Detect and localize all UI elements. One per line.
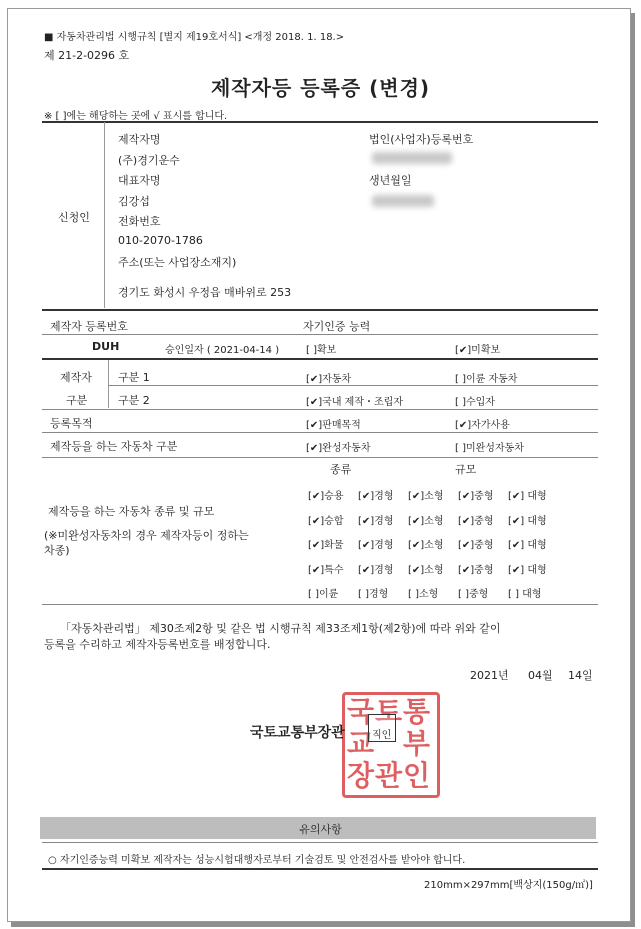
scale-light-option: [✔]경형	[358, 491, 394, 502]
scale-small-option: [✔]소형	[408, 564, 444, 576]
corp-reg-label: 법인(사업자)등록번호	[369, 133, 474, 146]
document-frame	[7, 8, 631, 922]
section-divider-1	[42, 309, 598, 311]
scale-large-option: [✔] 대형	[508, 564, 547, 576]
type-kind-option: [ ]이륜	[308, 589, 339, 600]
row-line-div1	[108, 385, 598, 386]
maker-name-label: 제작자명	[118, 133, 161, 146]
row-line-purpose	[42, 432, 598, 433]
scale-light-option: [✔]경형	[358, 515, 394, 527]
table-top-border	[42, 121, 598, 123]
phone-value: 010-2070-1786	[118, 234, 203, 247]
types-label-line1: 제작등을 하는 자동차 종류 및 규모	[48, 505, 215, 518]
document-number: 제 21-2-0296 호	[44, 49, 130, 62]
notice-title: 유의사항	[299, 823, 342, 836]
scale-medium-option: [ ]중형	[458, 589, 489, 600]
seal-char: 토	[375, 695, 403, 728]
row-line-div2	[42, 409, 598, 410]
applicant-section-label: 신청인	[58, 211, 90, 224]
representative-label: 대표자명	[118, 174, 161, 187]
scale-medium-option: [✔]중형	[458, 564, 494, 576]
scale-header: 규모	[455, 463, 477, 476]
types-label-line2: (※미완성자동차의 경우 제작자등이 정하는	[44, 529, 249, 542]
seal-char: 장	[347, 759, 375, 792]
seal-char: 인	[403, 759, 431, 792]
scale-small-option: [✔]소형	[408, 540, 444, 551]
maker-category-label: 제작자	[60, 371, 92, 384]
division1-label: 구분 1	[118, 371, 150, 384]
division2-importer-option: [ ]수입자	[455, 397, 495, 408]
scale-large-option: [ ] 대형	[508, 589, 542, 600]
scale-medium-option: [✔]중형	[458, 491, 494, 502]
row-line-vehicle	[42, 457, 598, 458]
table-bottom-border	[42, 604, 598, 605]
cert-not-secured-option: [✔]미확보	[455, 345, 501, 356]
notice-divider	[42, 842, 598, 843]
paper-spec: 210mm×297mm[백상지(150g/㎡)]	[424, 880, 593, 891]
reg-number-label: 제작자 등록번호	[50, 320, 128, 333]
purpose-label: 등록목적	[50, 417, 93, 430]
class-label: 구분	[66, 394, 88, 407]
scale-light-option: [✔]경형	[358, 540, 394, 551]
seal-label: 직인	[372, 730, 392, 741]
checkbox-instruction: ※ [ ]에는 해당하는 곳에 √ 표시를 합니다.	[44, 111, 228, 122]
scale-medium-option: [✔]중형	[458, 515, 494, 527]
address-value: 경기도 화성시 우정읍 매바위로 253	[118, 286, 292, 299]
division2-label: 구분 2	[118, 394, 150, 407]
seal-char: 부	[403, 727, 431, 760]
scale-small-option: [ ]소형	[408, 589, 439, 600]
complete-vehicle-option: [✔]완성자동차	[306, 443, 371, 454]
seal-char: 관	[375, 759, 403, 792]
vehicle-class-label: 제작등을 하는 자동차 구분	[50, 440, 178, 453]
row-line-reg	[42, 334, 598, 335]
reg-code: DUH	[92, 340, 120, 353]
dob-label: 생년월일	[369, 174, 412, 187]
issuing-authority: 국토교통부장관	[250, 725, 345, 741]
type-kind-option: [✔]승용	[308, 491, 344, 502]
incomplete-vehicle-option: [ ]미완성자동차	[455, 443, 524, 454]
division1-motorcycle-option: [ ]이륜 자동차	[455, 374, 518, 385]
redacted-dob	[372, 195, 434, 207]
scale-light-option: [ ]경형	[358, 589, 389, 600]
scale-small-option: [✔]소형	[408, 491, 444, 502]
kind-header: 종류	[330, 463, 352, 476]
division1-vehicle-option: [✔]자동차	[306, 374, 352, 385]
types-label-line3: 차종)	[44, 544, 70, 557]
category-divider	[108, 360, 109, 408]
scale-light-option: [✔]경형	[358, 564, 394, 576]
type-kind-option: [✔]승합	[308, 515, 344, 527]
purpose-private-option: [✔]자가사용	[455, 420, 510, 431]
self-cert-label: 자기인증 능력	[303, 320, 371, 333]
scale-large-option: [✔] 대형	[508, 540, 547, 551]
official-seal	[342, 692, 440, 798]
statement-line2: 등록을 수리하고 제작자등록번호를 배정합니다.	[44, 638, 271, 651]
redacted-corp-reg-number	[372, 152, 452, 164]
notice-bottom-border	[42, 868, 598, 870]
scale-small-option: [✔]소형	[408, 515, 444, 527]
maker-name-value: (주)경기운수	[118, 154, 180, 167]
type-kind-option: [✔]화물	[308, 540, 344, 551]
approval-date: 승인일자 ( 2021-04-14 )	[165, 345, 280, 356]
type-kind-option: [✔]특수	[308, 564, 344, 576]
document-title: 제작자등 등록증 (변경)	[210, 76, 431, 100]
seal-char: 교	[347, 727, 375, 760]
scale-medium-option: [✔]중형	[458, 540, 494, 551]
issue-year: 2021년	[470, 669, 509, 682]
statement-line1: 「자동차관리법」 제30조제2항 및 같은 법 시행규칙 제33조제1항(제2항)에 따라 위와 같이	[60, 622, 501, 635]
seal-char: 통	[403, 695, 431, 728]
seal-char: 국	[347, 695, 375, 728]
scale-large-option: [✔] 대형	[508, 515, 547, 527]
issue-month: 04월	[528, 669, 553, 682]
representative-name: 김강섭	[118, 195, 150, 208]
issue-day: 14일	[568, 669, 593, 682]
notice-text: ○ 자기인증능력 미확보 제작자는 성능시험대행자로부터 기술검토 및 안전검사를 받아야 합니다.	[48, 855, 466, 866]
division2-domestic-option: [✔]국내 제작・조립자	[306, 397, 403, 408]
address-label: 주소(또는 사업장소재지)	[118, 256, 237, 269]
phone-label: 전화번호	[118, 215, 161, 228]
scale-large-option: [✔] 대형	[508, 491, 547, 502]
applicant-divider	[104, 122, 105, 308]
cert-secured-option: [ ]확보	[306, 345, 337, 356]
form-reference: ■ 자동차관리법 시행규칙 [별지 제19호서식] <개정 2018. 1. 18.>	[44, 32, 345, 43]
purpose-sales-option: [✔]판매목적	[306, 420, 361, 431]
section-divider-2	[42, 358, 598, 360]
